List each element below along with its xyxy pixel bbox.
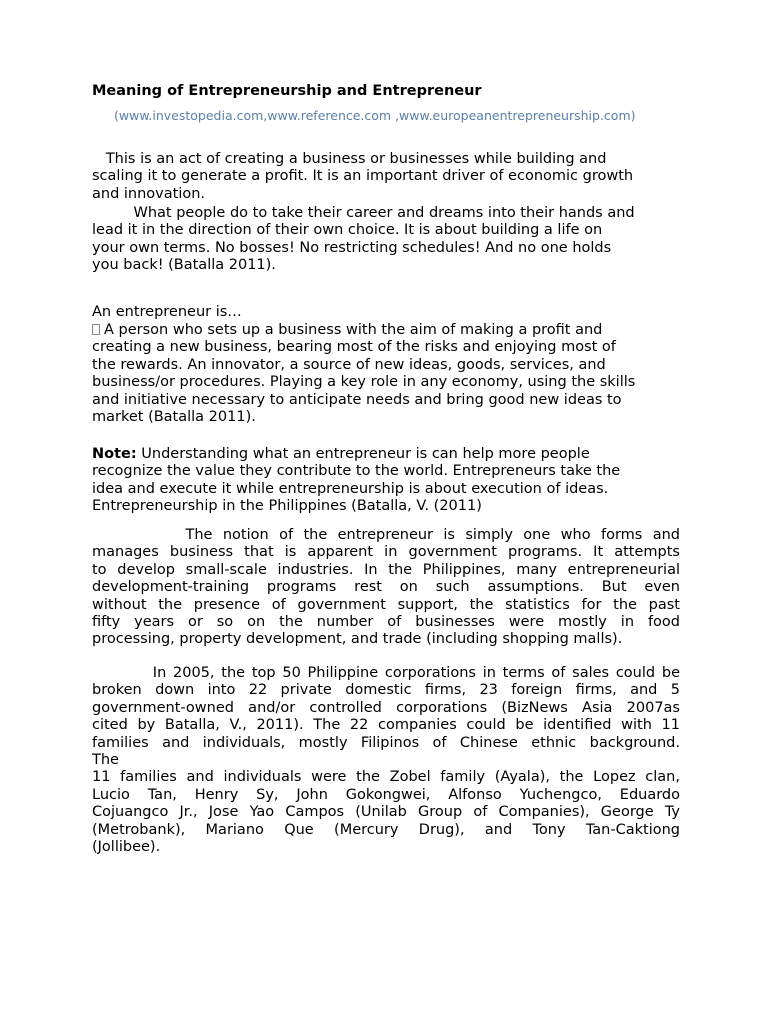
notion-paragraph <box>92 527 680 649</box>
definition-first-line <box>92 322 680 339</box>
note-first-line <box>92 446 680 463</box>
note-paragraph <box>92 446 680 516</box>
text-line: Lucio Tan, Henry Sy, John Gokongwei, Alfonso Yuchengco, Eduardo <box>92 786 680 803</box>
note-label: Note: <box>92 446 137 462</box>
text-line: government-owned and/or controlled corporations (BizNews Asia 2007as <box>92 699 680 716</box>
text-line: development-training programs rest on such assumptions. But even <box>92 579 680 596</box>
text-line: cited by Batalla, V., 2011). The 22 companies could be identified with 11 <box>92 717 680 734</box>
text-line: without the presence of government support, the statistics for the past <box>92 596 680 613</box>
text-line: families and individuals, mostly Filipinos of Chinese ethnic background. <box>92 734 680 751</box>
text-line: Entrepreneurship in the Philippines (Batalla, V. (2011) <box>92 498 482 515</box>
text-line: processing, property development, and trade (including shopping malls). <box>92 631 623 648</box>
text-line: manages business that is apparent in government programs. It attempts <box>92 544 680 561</box>
text-line: broken down into 22 private domestic firms, 23 foreign firms, and 5 <box>92 682 680 699</box>
missing-glyph-icon <box>92 324 100 335</box>
text-line: The notion of the entrepreneur is simply one who forms and <box>92 527 680 543</box>
text-line: The <box>92 751 119 768</box>
text-line: the rewards. An innovator, a source of new ideas, goods, services, and <box>92 356 606 373</box>
text-line: business/or procedures. Playing a key role in any economy, using the skills <box>92 374 636 391</box>
text-line: lead it in the direction of their own choice. It is about building a life on <box>92 222 603 239</box>
text-line: and initiative necessary to anticipate needs and bring good new ideas to <box>92 391 622 408</box>
text-line: you back! (Batalla 2011). <box>92 257 276 274</box>
text-line: 11 families and individuals were the Zobel family (Ayala), the Lopez clan, <box>92 769 680 786</box>
source-citations: (www.investopedia.com,www.reference.com ,www.europeanentrepreneurship.com) <box>114 108 636 123</box>
text-line: idea and execute it while entrepreneurship is about execution of ideas. <box>92 480 609 497</box>
text-line: creating a new business, bearing most of the risks and enjoying most of <box>92 339 616 356</box>
text-line: recognize the value they contribute to the world. Entrepreneurs take the <box>92 463 621 480</box>
text-line: In 2005, the top 50 Philippine corporations in terms of sales could be <box>92 665 680 681</box>
text-line: Understanding what an entrepreneur is can help more people <box>136 446 590 462</box>
text-line: A person who sets up a business with the aim of making a profit and <box>104 322 603 338</box>
text-line: (Metrobank), Mariano Que (Mercury Drug), and Tony Tan-Caktiong <box>92 821 680 838</box>
text-line: your own terms. No bosses! No restricting schedules! And no one holds <box>92 239 612 256</box>
entrepreneur-definition <box>92 322 680 426</box>
document-title: Meaning of Entrepreneurship and Entrepreneur <box>92 83 482 99</box>
year-2005-paragraph <box>92 665 680 856</box>
entrepreneur-heading <box>92 304 680 321</box>
text-line: fifty years or so on the number of businesses were mostly in food <box>92 613 680 630</box>
text-line: This is an act of creating a business or businesses while building and <box>92 151 607 167</box>
text-line: scaling it to generate a profit. It is an important driver of economic growth <box>92 168 634 185</box>
text-line: to develop small-scale industries. In the Philippines, many entrepreneurial <box>92 561 680 578</box>
text-line: and innovation. <box>92 185 206 202</box>
text-line: market (Batalla 2011). <box>92 408 256 425</box>
career-paragraph <box>92 205 680 275</box>
intro-paragraph <box>92 151 680 203</box>
heading-text: An entrepreneur is… <box>92 304 242 320</box>
text-line: What people do to take their career and dreams into their hands and <box>92 205 635 221</box>
text-line: (Jollibee). <box>92 838 161 855</box>
text-line: Cojuangco Jr., Jose Yao Campos (Unilab Group of Companies), George Ty <box>92 804 680 821</box>
